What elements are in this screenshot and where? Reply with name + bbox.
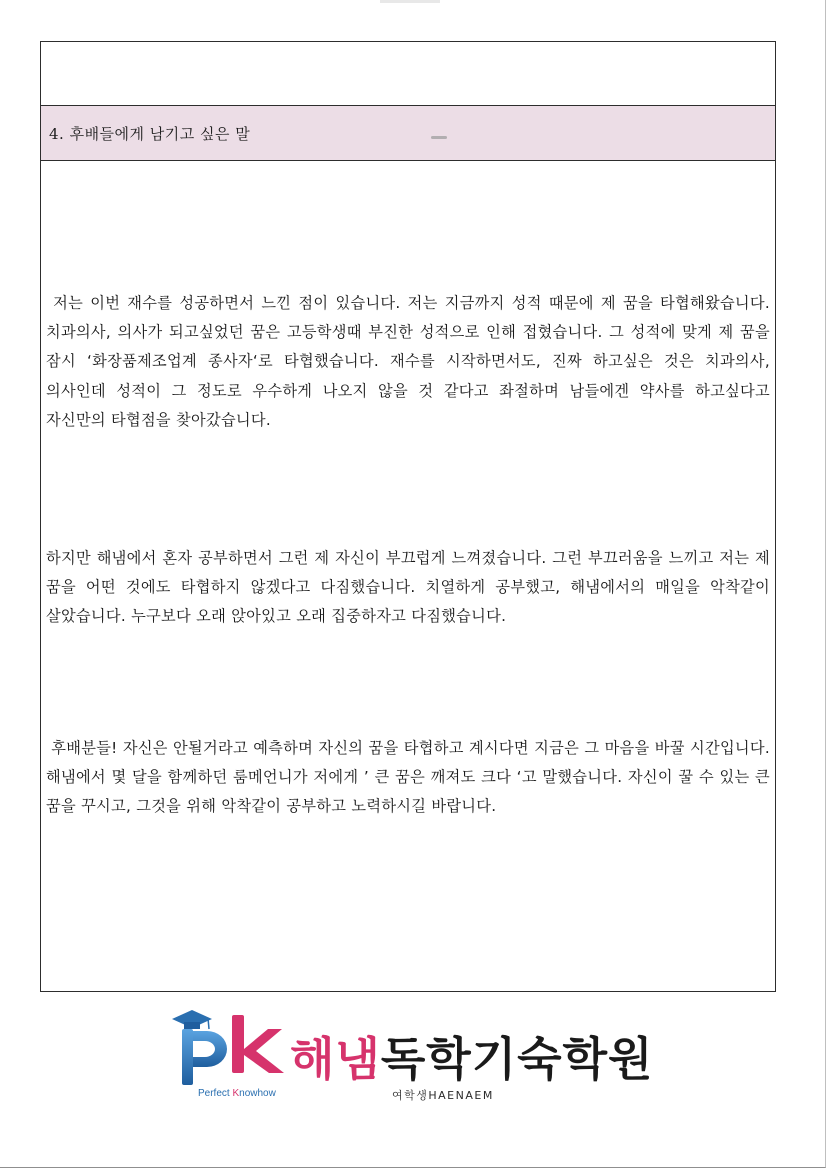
empty-row xyxy=(41,42,775,106)
paragraph-1-text: 저는 이번 재수를 성공하면서 느낀 점이 있습니다. 저는 지금까지 성적 때문에 제 꿈을 타협해왔습니다. 치과의사, 의사가 되고싶었던 꿈은 고등학생때 부진한 성적으로 인해 접혔습니다. 그 성적에 맞게 제 꿈을 잠시 ‘화장품제조업계 종사자‘로 타협했습니다. 재수를 시작하면서도, 진짜 하고싶은 것은 치과의사, 의사인데 성적이 그 정도로 우수하게 나오지 않을 것 같다고 좌절하며 남들에겐 약사를 하고싶다고 자신만의 타협점을 찾아갔습니다. xyxy=(46,294,770,429)
content-area xyxy=(41,161,775,991)
logo-name-accent: 해냄 xyxy=(290,1032,381,1086)
paragraph-3-text: 후배분들! 자신은 안될거라고 예측하며 자신의 꿈을 타협하고 계시다면 지금은 그 마음을 바꿀 시간입니다. 해냄에서 몇 달을 함께하던 룸메언니가 저에게 ’ 큰 꿈은 깨져도 크다 ‘고 말했습니다. 자신이 꿀 수 있는 큰 꿈을 꾸시고, 그것을 위해 악착같이 공부하고 노력하시길 바랍니다. xyxy=(46,739,770,816)
logo-name-rest: 독학기숙학원 xyxy=(380,1032,654,1086)
logo-tagline-prefix: Perfect xyxy=(198,1088,233,1099)
pk-logo-icon xyxy=(170,1005,295,1100)
logo-tagline xyxy=(198,1088,276,1099)
paragraph-1 xyxy=(46,289,770,435)
scan-artifact xyxy=(380,0,440,3)
paragraph-3 xyxy=(46,734,770,822)
section-header xyxy=(41,106,775,161)
scan-mark xyxy=(431,136,447,139)
logo-tagline-k: K xyxy=(232,1088,240,1099)
logo-subtitle: 여학생HAENAEM xyxy=(392,1089,494,1102)
logo-name xyxy=(290,1023,654,1089)
academy-logo xyxy=(170,1005,654,1105)
paragraph-2: 하지만 해냄에서 혼자 공부하면서 그런 제 자신이 부끄럽게 느껴졌습니다. 그런 부끄러움을 느끼고 저는 제 꿈을 어떤 것에도 타협하지 않겠다고 다짐했습니다. 치열하게 공부했고, 해냄에서의 매일을 악착같이 살았습니다. 누구보다 오래 앉아있고 오래 집중하자고 다짐했습니다. xyxy=(46,549,770,626)
form-table xyxy=(40,41,776,992)
logo-tagline-suffix: nowhow xyxy=(239,1088,276,1099)
section-title: 4. 후배들에게 남기고 싶은 말 xyxy=(49,124,251,143)
